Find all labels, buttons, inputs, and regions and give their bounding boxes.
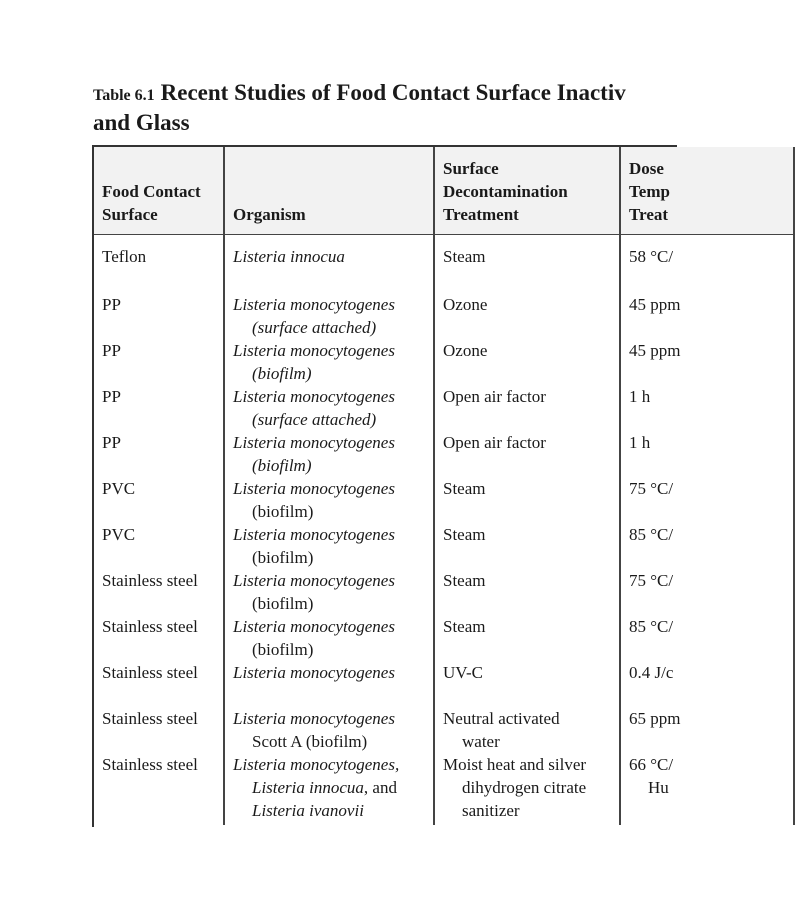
header-line: Dose — [629, 159, 664, 178]
table-row — [94, 477, 794, 523]
cell-treatment — [434, 523, 620, 569]
header-line: Organism — [233, 205, 306, 224]
organism-line: (biofilm) — [252, 639, 314, 659]
treatment-line: water — [462, 731, 500, 751]
cell-surface: PP — [94, 385, 224, 431]
data-table-container — [92, 145, 681, 827]
dose-line: 66 °C/ — [629, 754, 674, 774]
cell-organism — [224, 569, 434, 615]
treatment-line: Ozone — [443, 294, 488, 314]
cell-dose: 75 °C/ — [620, 477, 794, 523]
table-row — [94, 753, 794, 825]
organism-line: (biofilm) — [252, 501, 314, 521]
header-line: Surface — [443, 159, 499, 178]
organism-text-part: Listeria innocua — [252, 777, 364, 797]
header-line: Decontamination — [443, 182, 568, 201]
table-row — [94, 523, 794, 569]
header-dose — [620, 147, 794, 235]
table-caption — [93, 80, 675, 135]
cell-dose: 58 °C/ — [620, 235, 794, 293]
cell-organism — [224, 523, 434, 569]
cell-treatment — [434, 235, 620, 293]
header-line: Treatment — [443, 205, 519, 224]
cell-organism — [224, 707, 434, 753]
treatment-line: Ozone — [443, 340, 488, 360]
organism-line: Listeria monocytogenes — [233, 662, 395, 682]
organism-line: Listeria monocytogenes, — [233, 754, 400, 774]
cell-treatment — [434, 293, 620, 339]
cell-organism — [224, 615, 434, 661]
treatment-line: Open air factor — [443, 386, 546, 406]
cell-surface: Stainless steel — [94, 661, 224, 707]
table-row — [94, 385, 794, 431]
treatment-line: Steam — [443, 478, 486, 498]
cell-dose: 85 °C/ — [620, 615, 794, 661]
cell-organism — [224, 477, 434, 523]
cell-dose: 65 ppm — [620, 707, 794, 753]
organism-text-part: , and — [363, 777, 397, 797]
header-food-contact-surface — [94, 147, 224, 235]
organism-line: Listeria monocytogenes — [233, 432, 395, 452]
cell-organism — [224, 293, 434, 339]
cell-organism — [224, 431, 434, 477]
table-title-line-2: and Glass — [93, 110, 190, 135]
cell-dose: 85 °C/ — [620, 523, 794, 569]
dose-line: Hu — [648, 777, 669, 797]
cell-surface: Stainless steel — [94, 707, 224, 753]
header-treatment — [434, 147, 620, 235]
cell-surface: Teflon — [94, 235, 224, 293]
organism-line: (surface attached) — [252, 317, 377, 337]
cell-dose: 45 ppm — [620, 339, 794, 385]
cell-treatment — [434, 753, 620, 825]
organism-line: (biofilm) — [252, 455, 312, 475]
cell-surface: Stainless steel — [94, 615, 224, 661]
table-title: Recent Studies of Food Contact Surface Inactiv — [160, 80, 626, 105]
cell-organism — [224, 385, 434, 431]
organism-line: Listeria monocytogenes — [233, 294, 395, 314]
cell-dose: 1 h — [620, 385, 794, 431]
table-row — [94, 235, 794, 293]
header-line: Surface — [102, 205, 158, 224]
treatment-line: UV-C — [443, 662, 483, 682]
cell-treatment — [434, 707, 620, 753]
treatment-line: Open air factor — [443, 432, 546, 452]
organism-line: (surface attached) — [252, 409, 377, 429]
cell-treatment — [434, 385, 620, 431]
organism-line: Scott A (biofilm) — [252, 731, 368, 751]
cell-dose — [620, 753, 794, 825]
cell-treatment — [434, 661, 620, 707]
organism-line: Listeria ivanovii — [252, 800, 364, 820]
treatment-line: Steam — [443, 524, 486, 544]
cell-dose: 0.4 J/c — [620, 661, 794, 707]
table-row — [94, 615, 794, 661]
cell-surface: PVC — [94, 477, 224, 523]
header-line: Treat — [629, 205, 669, 224]
organism-line — [233, 776, 425, 799]
data-table — [94, 147, 795, 825]
cell-organism — [224, 661, 434, 707]
treatment-line: Steam — [443, 570, 486, 590]
header-line: Temp — [629, 182, 670, 201]
cell-treatment — [434, 477, 620, 523]
table-row — [94, 661, 794, 707]
organism-line: Listeria monocytogenes — [233, 616, 395, 636]
cell-treatment — [434, 339, 620, 385]
table-row — [94, 707, 794, 753]
cell-surface: Stainless steel — [94, 569, 224, 615]
organism-line: Listeria monocytogenes — [233, 524, 395, 544]
treatment-line: Steam — [443, 247, 486, 266]
cell-surface: Stainless steel — [94, 753, 224, 825]
treatment-line: sanitizer — [462, 800, 520, 820]
organism-line: Listeria monocytogenes — [233, 386, 395, 406]
cell-dose: 1 h — [620, 431, 794, 477]
cell-surface: PP — [94, 293, 224, 339]
cell-surface: PVC — [94, 523, 224, 569]
cell-surface: PP — [94, 339, 224, 385]
treatment-line: Moist heat and silver — [443, 754, 587, 774]
cell-dose: 75 °C/ — [620, 569, 794, 615]
table-header-row — [94, 147, 794, 235]
organism-line: Listeria monocytogenes — [233, 478, 395, 498]
header-organism — [224, 147, 434, 235]
header-line: Food Contact — [102, 182, 201, 201]
cell-treatment — [434, 615, 620, 661]
table-row — [94, 431, 794, 477]
organism-line: (biofilm) — [252, 593, 314, 613]
treatment-line: Steam — [443, 616, 486, 636]
cell-organism — [224, 235, 434, 293]
organism-line: Listeria monocytogenes — [233, 340, 395, 360]
organism-line: (biofilm) — [252, 547, 314, 567]
organism-line: (biofilm) — [252, 363, 312, 383]
cell-treatment — [434, 431, 620, 477]
table-label: Table 6.1 — [93, 87, 155, 104]
cell-dose: 45 ppm — [620, 293, 794, 339]
cell-surface: PP — [94, 431, 224, 477]
treatment-line: dihydrogen citrate — [462, 777, 587, 797]
cell-treatment — [434, 569, 620, 615]
organism-line: Listeria innocua — [233, 247, 345, 266]
treatment-line: Neutral activated — [443, 708, 560, 728]
organism-line: Listeria monocytogenes — [233, 570, 395, 590]
table-row — [94, 339, 794, 385]
table-row — [94, 293, 794, 339]
cell-organism — [224, 753, 434, 825]
organism-line: Listeria monocytogenes — [233, 708, 395, 728]
cell-organism — [224, 339, 434, 385]
table-row — [94, 569, 794, 615]
